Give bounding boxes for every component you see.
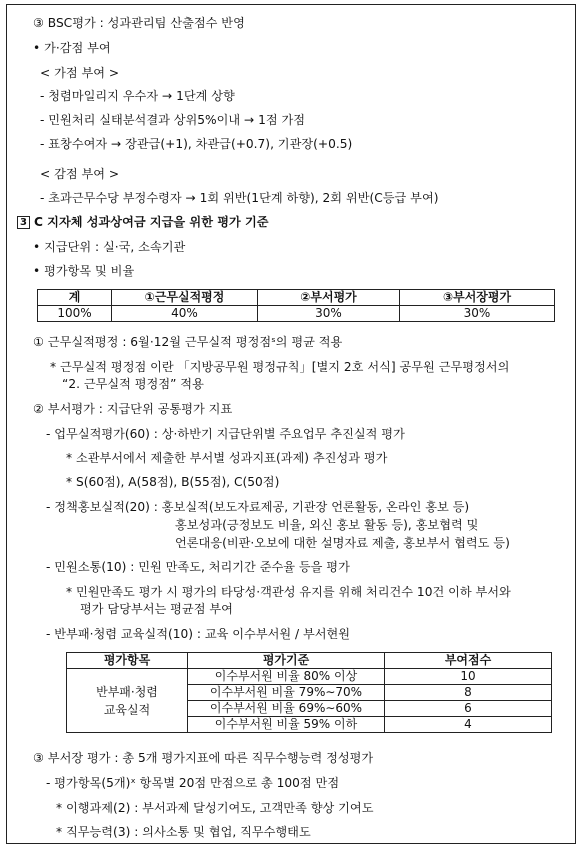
head-eval-item-1: - 평가항목(5개)ˣ 항목별 20점 만점으로 총 100점 만점 <box>46 776 340 790</box>
bonus-subheading: < 가점 부여 > <box>40 66 120 80</box>
edu-score-4: 4 <box>385 717 552 733</box>
ratio-header-work: ①근무실적평정 <box>112 290 258 306</box>
dept-eval-item-4: - 반부패·청렴 교육실적(10) : 교육 이수부서원 / 부서현원 <box>46 627 351 641</box>
dept-eval-item-1: - 업무실적평가(60) : 상·하반기 지급단위별 주요업무 추진실적 평가 <box>46 427 405 441</box>
edu-header-score: 부여점수 <box>385 653 552 669</box>
edu-table <box>66 652 552 733</box>
edu-score-1: 10 <box>385 669 552 685</box>
ratio-header-total: 계 <box>38 290 112 306</box>
bsc-eval-line: ③ BSC평가 : 성과관리팀 산출점수 반영 <box>33 16 245 30</box>
section-3-title: C 지자체 성과상여금 지급을 위한 평가 기준 <box>34 215 269 229</box>
ratio-value-work: 40% <box>112 306 258 322</box>
section-3-heading <box>17 214 269 230</box>
ratio-value-total: 100% <box>38 306 112 322</box>
payment-unit-line: • 지급단위 : 실·국, 소속기관 <box>33 240 186 254</box>
ratio-table-header <box>38 290 555 306</box>
head-eval-line: ③ 부서장 평가 : 총 5개 평가지표에 따른 직무수행능력 정성평가 <box>33 751 374 765</box>
dept-eval-note-3-cont: 평가 담당부서는 평균점 부여 <box>80 602 233 616</box>
eval-items-ratio-heading: • 평가항목 및 비율 <box>33 264 135 278</box>
bonus-item-2: - 민원처리 실태분석결과 상위5%이내 → 1점 가점 <box>40 113 306 127</box>
ratio-value-dept: 30% <box>258 306 400 322</box>
work-performance-note-1: * 근무실적 평정점 이란 「지방공무원 평정규칙」[별지 2호 서식] 공무원 근무평정서의 <box>50 360 510 374</box>
section-number-box: 3 <box>17 216 30 229</box>
bonus-item-3: - 표창수여자 → 장관급(+1), 차관급(+0.7), 기관장(+0.5) <box>40 137 353 151</box>
work-performance-line: ① 근무실적평정 : 6월·12월 근무실적 평정점ˢ의 평균 적용 <box>33 335 343 349</box>
edu-table-header <box>67 653 552 669</box>
bonus-penalty-heading: • 가·감점 부여 <box>33 41 111 55</box>
edu-score-3: 6 <box>385 701 552 717</box>
dept-eval-item-2: - 정책홍보실적(20) : 홍보실적(보도자료제공, 기관장 언론활동, 온라인 홍보 등) <box>46 500 470 514</box>
edu-criteria-3: 이수부서원 비율 69%∼60% <box>188 701 385 717</box>
ratio-header-dept: ②부서평가 <box>258 290 400 306</box>
dept-eval-item-2-cont-1: 홍보성과(긍정보도 비율, 외신 홍보 활동 등), 홍보협력 및 <box>175 518 479 532</box>
dept-eval-note-2: * S(60점), A(58점), B(55점), C(50점) <box>66 475 280 489</box>
ratio-table-row <box>38 306 555 322</box>
table-row <box>67 669 552 685</box>
edu-criteria-1: 이수부서원 비율 80% 이상 <box>188 669 385 685</box>
dept-eval-item-3: - 민원소통(10) : 민원 만족도, 처리기간 준수율 등을 평가 <box>46 560 350 574</box>
dept-eval-note-1: * 소관부서에서 제출한 부서별 성과지표(과제) 추진성과 평가 <box>66 451 388 465</box>
ratio-value-head: 30% <box>400 306 555 322</box>
edu-score-2: 8 <box>385 685 552 701</box>
penalty-subheading: < 감점 부여 > <box>40 167 120 181</box>
work-performance-note-2: “2. 근무실적 평정점” 적용 <box>62 377 204 391</box>
dept-eval-line: ② 부서평가 : 지급단위 공통평가 지표 <box>33 402 233 416</box>
head-eval-note-2: * 직무능력(3) : 의사소통 및 협업, 직무수행태도 <box>56 825 311 839</box>
bonus-item-1: - 청렴마일리지 우수자 → 1단계 상향 <box>40 89 235 103</box>
ratio-table <box>37 289 555 322</box>
edu-item-line-1: 반부패·청렴 <box>96 684 158 699</box>
edu-header-item: 평가항목 <box>67 653 188 669</box>
edu-criteria-4: 이수부서원 비율 59% 이하 <box>188 717 385 733</box>
edu-item-line-2: 교육실적 <box>103 702 151 717</box>
dept-eval-note-3: * 민원만족도 평가 시 평가의 타당성·객관성 유지를 위해 처리건수 10건 이하 부서와 <box>66 585 511 599</box>
ratio-header-head: ③부서장평가 <box>400 290 555 306</box>
edu-item-cell <box>67 669 188 733</box>
head-eval-note-1: * 이행과제(2) : 부서과제 달성기여도, 고객만족 향상 기여도 <box>56 801 374 815</box>
edu-criteria-2: 이수부서원 비율 79%∼70% <box>188 685 385 701</box>
edu-header-criteria: 평가기준 <box>188 653 385 669</box>
dept-eval-item-2-cont-2: 언론대응(비판·오보에 대한 설명자료 제출, 홍보부서 협력도 등) <box>175 536 510 550</box>
penalty-item-1: - 초과근무수당 부정수령자 → 1회 위반(1단계 하향), 2회 위반(C등급 부여) <box>40 191 439 205</box>
